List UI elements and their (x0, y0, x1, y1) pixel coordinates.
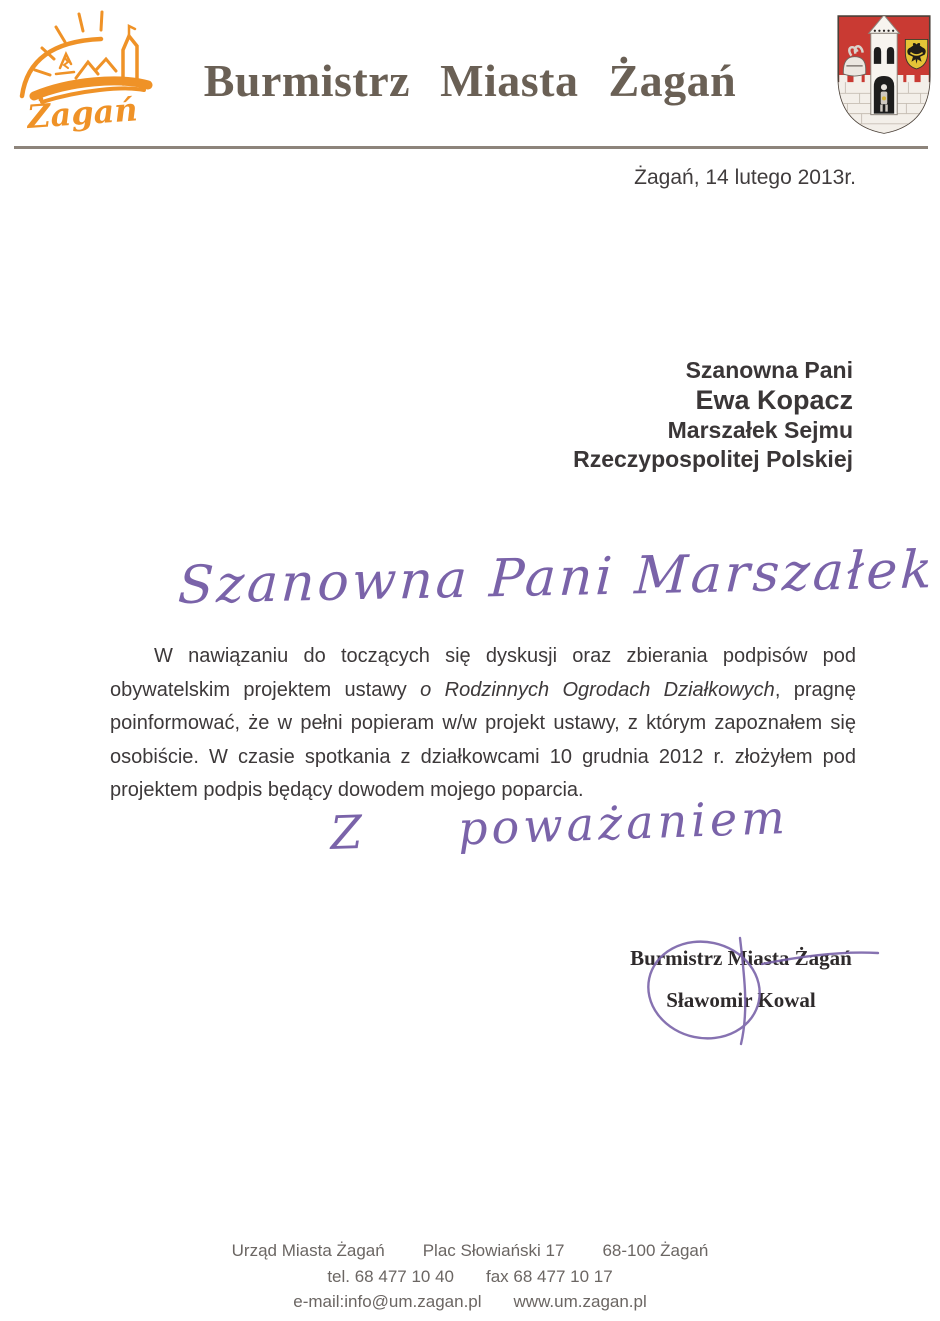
footer-street: Plac Słowiański 17 (422, 1241, 565, 1260)
footer-email: e-mail:info@um.zagan.pl (293, 1292, 482, 1311)
letter-body (110, 640, 856, 808)
body-text-1: W nawiązaniu do toczących się dyskusji oraz zbierania podpisów pod obywatelskim projektem ustawy (110, 645, 856, 701)
header-divider (14, 146, 928, 149)
recipient-name: Ewa Kopacz (695, 385, 853, 415)
date-line: Żagań, 14 lutego 2013r. (634, 166, 856, 189)
closing-z: Z (329, 804, 368, 860)
footer-office-name: Urząd Miasta Żagań (231, 1241, 385, 1260)
footer-fax: fax 68 477 10 17 (486, 1266, 613, 1286)
logo-caption: Żagań (25, 90, 139, 136)
footer-phone: tel. 68 477 10 40 (327, 1266, 454, 1286)
closing-word: poważaniem (457, 790, 790, 856)
footer-contact-block (0, 1238, 940, 1315)
recipient-block (573, 356, 853, 474)
footer-website: www.um.zagan.pl (513, 1292, 647, 1311)
body-text-italic: o Rodzinnych Ogrodach Działkowych (420, 678, 775, 701)
footer-address-line (0, 1238, 940, 1264)
recipient-salutation: Szanowna Pani (685, 357, 853, 383)
zagan-coat-of-arms-icon (833, 13, 935, 136)
signatory-name: Sławomir Kowal (666, 988, 816, 1012)
body-text-2: , pragnę poinformować, że w pełni popieram w/w projekt ustawy, z którym zapoznałem się osobiście. W czasie spotkania z działkowcami 10 grudnia 2012 r. złożyłem pod projektem podpis będący dowodem mojego poparcia. (110, 678, 856, 801)
page-title: Burmistrz Miasta Żagań (203, 55, 737, 106)
footer-web-line (0, 1289, 940, 1315)
handwritten-greeting: Szanowna Pani Marszałek (176, 540, 937, 616)
signatory-position: Burmistrz Miasta Żagań (630, 946, 852, 970)
recipient-title-2: Rzeczypospolitej Polskiej (573, 446, 853, 472)
recipient-title-1: Marszałek Sejmu (667, 417, 853, 443)
footer-postal-city: 68-100 Żagań (602, 1241, 709, 1260)
signature-block (626, 946, 856, 1013)
footer-phone-line (0, 1264, 940, 1290)
